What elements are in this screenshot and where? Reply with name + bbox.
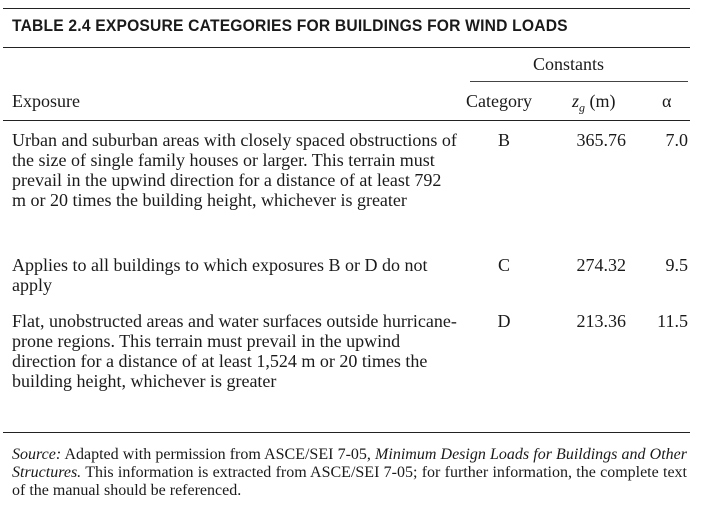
- row-d-exposure: Flat, unobstructed areas and water surfaces outside hurricane-prone regions. This terrain must prevail in the upwind direction for a distance of at least 1,524 m or 20 times the building height, whichever is greater: [12, 311, 457, 391]
- constants-header: Constants: [533, 54, 605, 74]
- category-header: Category: [466, 91, 532, 111]
- row-b-category: B: [497, 130, 510, 150]
- zg-header: [572, 91, 616, 116]
- row-d-category: D: [497, 311, 511, 331]
- table-title: TABLE 2.4 EXPOSURE CATEGORIES FOR BUILDINGS FOR WIND LOADS: [12, 16, 568, 35]
- row-c-exposure: Applies to all buildings to which exposures B or D do not apply: [12, 255, 428, 295]
- row-d-zg: 213.36: [576, 311, 626, 331]
- alpha-header: α: [662, 91, 672, 111]
- source-title: Minimum Design Loads for Buildings and Other Structures.: [12, 446, 688, 481]
- row-d-alpha: 11.5: [657, 311, 688, 331]
- row-b-zg: 365.76: [576, 130, 626, 150]
- zg-symbol: z: [572, 91, 580, 111]
- zg-unit: (m): [589, 91, 616, 111]
- top-rule: [3, 8, 690, 9]
- title-rule: [3, 47, 690, 48]
- header-rule: [3, 120, 690, 121]
- source-note: [12, 446, 687, 500]
- row-b-exposure: Urban and suburban areas with closely spaced obstructions of the size of single family houses or larger. This terrain must prevail in the upwind direction for a distance of at least 792 m or 20 times the building height, whichever is greater: [12, 130, 457, 210]
- source-text-2: This information is extracted from ASCE/SEI 7-05; for further information, the complete text of the manual should be referenced.: [12, 464, 687, 499]
- row-b-alpha: 7.0: [665, 130, 688, 150]
- bottom-rule: [3, 432, 690, 433]
- source-label: Source:: [12, 446, 62, 463]
- constants-rule: [470, 81, 688, 82]
- source-text-1: Adapted with permission from ASCE/SEI 7-05,: [64, 446, 371, 463]
- row-c-category: C: [497, 255, 510, 275]
- zg-subscript: g: [579, 100, 586, 115]
- row-c-zg: 274.32: [576, 255, 626, 275]
- exposure-header: Exposure: [12, 91, 80, 111]
- row-c-alpha: 9.5: [665, 255, 688, 275]
